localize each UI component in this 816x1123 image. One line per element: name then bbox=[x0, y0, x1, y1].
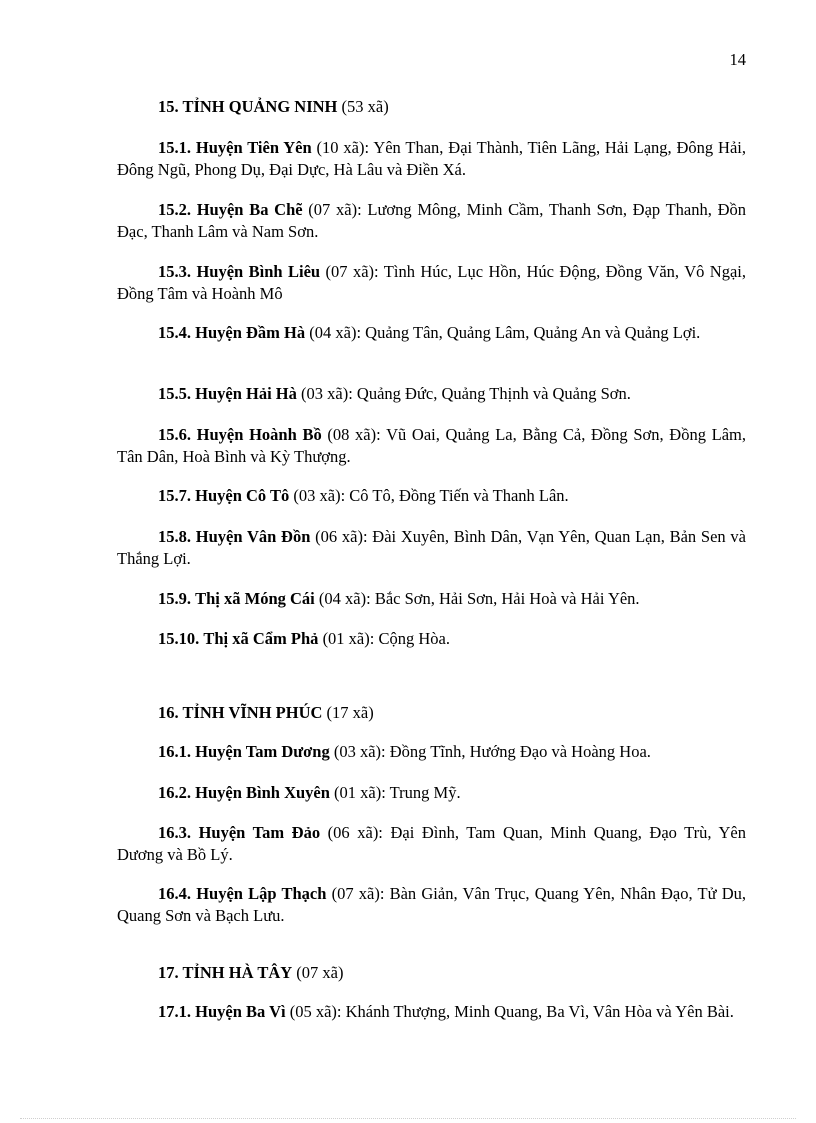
section-heading: 17. TỈNH HÀ TÂY (07 xã) bbox=[158, 963, 344, 982]
list-item: 15.3. Huyện Bình Liêu (07 xã): Tình Húc, Lục Hồn, Húc Động, Đồng Văn, Vô Ngại, Đồng Tâm và Hoành Mô bbox=[117, 262, 746, 303]
section-heading: 16. TỈNH VĨNH PHÚC (17 xã) bbox=[158, 703, 374, 722]
list-item: 15.6. Huyện Hoành Bồ (08 xã): Vũ Oai, Quảng La, Bằng Cả, Đồng Sơn, Đồng Lâm, Tân Dân, Hoà Bình và Kỳ Thượng. bbox=[117, 425, 746, 466]
list-item: 16.2. Huyện Bình Xuyên (01 xã): Trung Mỹ. bbox=[158, 783, 461, 802]
list-item: 15.7. Huyện Cô Tô (03 xã): Cô Tô, Đồng Tiến và Thanh Lân. bbox=[158, 486, 569, 505]
list-item: 16.1. Huyện Tam Dương (03 xã): Đồng Tĩnh, Hướng Đạo và Hoàng Hoa. bbox=[158, 742, 651, 761]
list-item: 16.4. Huyện Lập Thạch (07 xã): Bàn Giản, Vân Trục, Quang Yên, Nhân Đạo, Tử Du, Quang Sơn và Bạch Lưu. bbox=[117, 884, 746, 925]
list-item: 15.2. Huyện Ba Chẽ (07 xã): Lương Mông, Minh Cầm, Thanh Sơn, Đạp Thanh, Đồn Đạc, Thanh Lâm và Nam Sơn. bbox=[117, 200, 746, 241]
page-number: 14 bbox=[729, 50, 746, 69]
list-item: 15.8. Huyện Vân Đồn (06 xã): Đài Xuyên, Bình Dân, Vạn Yên, Quan Lạn, Bản Sen và Thắng Lợi. bbox=[117, 527, 746, 568]
list-item: 15.9. Thị xã Móng Cái (04 xã): Bắc Sơn, Hải Sơn, Hải Hoà và Hải Yên. bbox=[158, 589, 640, 608]
list-item: 15.4. Huyện Đầm Hà (04 xã): Quảng Tân, Quảng Lâm, Quảng An và Quảng Lợi. bbox=[158, 323, 701, 342]
section-heading: 15. TỈNH QUẢNG NINH (53 xã) bbox=[158, 97, 389, 116]
list-item: 15.10. Thị xã Cẩm Phả (01 xã): Cộng Hòa. bbox=[158, 629, 450, 648]
page-bottom-border bbox=[20, 1118, 796, 1119]
list-item: 17.1. Huyện Ba Vì (05 xã): Khánh Thượng, Minh Quang, Ba Vì, Vân Hòa và Yên Bài. bbox=[158, 1002, 734, 1021]
list-item: 15.5. Huyện Hải Hà (03 xã): Quảng Đức, Quảng Thịnh và Quảng Sơn. bbox=[158, 384, 631, 403]
list-item: 15.1. Huyện Tiên Yên (10 xã): Yên Than, Đại Thành, Tiên Lãng, Hải Lạng, Đông Hải, Đông Ngũ, Phong Dụ, Đại Dực, Hà Lâu và Điền Xá. bbox=[117, 138, 746, 179]
list-item: 16.3. Huyện Tam Đảo (06 xã): Đại Đình, Tam Quan, Minh Quang, Đạo Trù, Yên Dương và Bồ Lý. bbox=[117, 823, 746, 864]
